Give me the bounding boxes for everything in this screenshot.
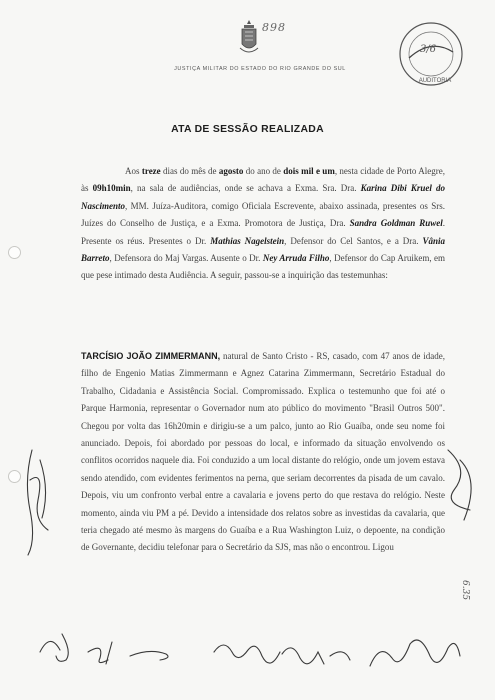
defender-name: Vânia Barreto bbox=[81, 235, 445, 264]
year-value: dois mil e um bbox=[283, 166, 335, 176]
auditoria-stamp bbox=[395, 18, 467, 90]
court-name: JUSTIÇA MILITAR DO ESTADO DO RIO GRANDE DO SUL bbox=[174, 66, 346, 72]
signature-row bbox=[0, 612, 495, 692]
signature bbox=[330, 652, 350, 660]
defender-name: Mathias Nagelstein bbox=[210, 235, 285, 246]
margin-note: 6.35 bbox=[460, 580, 470, 601]
witness-name: TARCÍSIO JOÃO ZIMMERMANN, bbox=[81, 351, 221, 361]
page-title: ATA DE SESSÃO REALIZADA bbox=[171, 124, 324, 135]
time-value: 09h10min bbox=[92, 183, 131, 194]
month-value: agosto bbox=[218, 166, 244, 176]
signature bbox=[282, 648, 324, 664]
judge-name: Karina Dibi Kruel do Nascimento bbox=[81, 183, 445, 211]
opening-paragraph bbox=[81, 163, 445, 285]
signature bbox=[214, 645, 280, 663]
defender-name: Ney Arruda Filho bbox=[262, 253, 330, 264]
signature bbox=[40, 634, 68, 661]
day-value: treze bbox=[141, 166, 161, 176]
text-run: , na sala de audiências, onde se achava a Exma. Sra. Dra. bbox=[130, 183, 361, 194]
stamp-number: 3/6 bbox=[419, 44, 437, 55]
stamp-label: AUDITORIA bbox=[418, 78, 452, 84]
prosecutor-name: Sandra Goldman Ruwel bbox=[349, 218, 443, 229]
folio-number: 898 bbox=[262, 21, 286, 34]
signature bbox=[88, 642, 112, 664]
testimony-paragraph bbox=[81, 348, 445, 557]
margin-signature-left bbox=[20, 440, 80, 560]
signature bbox=[130, 651, 168, 660]
text-run: , Defensor do Cel Santos, e a Dra. bbox=[284, 235, 423, 246]
text-run: do ano de bbox=[243, 166, 284, 176]
testimony-text: natural de Santo Cristo - RS, casado, com 47 anos de idade, filho de Engenio Matias Zimmermann e Agnez Catarina Zimmermann, Secretário Estadual do Trabalho, Cidadania e Assistência Social. Compromissado. Explica o testemunho que foi até o Parque Harmonia, representar o Governador num ato público do movimento "Brasil Outros 500". Chegou por volta das 16h20min e dirigiu-se a um palco, junto ao Rio Guaíba, onde seu nome foi anunciado. Depois, foi abordado por pessoas do local, e informado da situação envolvendo os conflitos ocorridos naquele dia. Foi conduzido a um local distante do relógio, onde um jovem estava sendo atendido, com evidentes ferimentos na perna, que seriam decorrentes da pisada de um cavalo. Depois, viu um confronto verbal entre a cavalaria e jovens perto do que restava do relógio. Neste momento, ainda viu PM a pé. Devido a intensidade dos relatos sobre as investidas da cavalaria, que teria chegado até mesmo às margens do Guaíba e a Rua Washington Luiz, o depoente, na condição de Governante, decidiu telefonar para o Secretário da SJS, mas não o encontrou. Ligou bbox=[81, 351, 445, 553]
signature bbox=[370, 640, 460, 666]
text-run: , Defensor do Cap Aruikem, em que pese intimado desta Audiência. A seguir, passou-se a inquirição das testemunhas: bbox=[81, 253, 446, 281]
margin-signature-right bbox=[440, 440, 490, 530]
text-run: Aos bbox=[125, 166, 142, 176]
text-run: . Presente os réus. Presentes o Dr. bbox=[81, 218, 445, 246]
text-run: , Defensora do Maj Vargas. Ausente o Dr. bbox=[109, 253, 263, 264]
punch-hole bbox=[8, 246, 21, 259]
text-run: , nesta cidade de Porto Alegre, às bbox=[81, 166, 446, 194]
text-run: dias do mês de bbox=[160, 166, 219, 176]
text-run: , MM. Juíza-Auditora, comigo Oficiala Escrevente, abaixo assinada, presentes os Srs. Juízes do Conselho de Justiça, e a Exma. Promotora de Justiça, Dra. bbox=[81, 200, 445, 229]
coat-of-arms-icon bbox=[238, 18, 260, 56]
